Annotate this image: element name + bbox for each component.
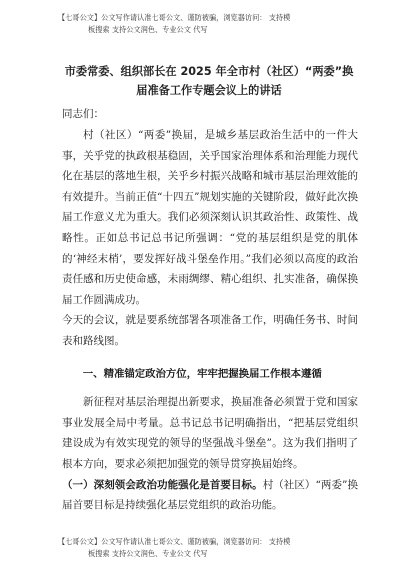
paragraph-meeting-purpose: 今天的会议，就是要系统部署各项准备工作，明确任务书、时间表和路线图。 <box>62 314 358 347</box>
greeting: 同志们： <box>62 108 104 120</box>
subsection-1-text: 村（社区）“两委”换届首要目标是持续强化基层党组织的政治功能。 <box>62 478 358 512</box>
section-heading-1: 一、精准锚定政治方位，牢牢把握换届工作根本遵循 <box>82 367 322 380</box>
document-title: 市委常委、组织部长在 2025 年全市村（社区）“两委”换届准备工作专题会议上的讲话 <box>64 65 354 97</box>
header-banner-line1: 【七哥公文】公文写作请认准七哥公文、谨防被骗，浏览器访问： 支持模 <box>58 13 291 22</box>
paragraph-subsection-1 <box>62 475 358 516</box>
footer-banner-line1: 【七哥公文】公文写作请认准七哥公文、谨防被骗，浏览器访问： 支持模 <box>58 537 291 546</box>
document-body <box>62 125 358 516</box>
subsection-heading-1: （一）深刻领会政治功能强化是首要目标。 <box>62 478 263 491</box>
footer-banner-line2: 板搜索 支持公文润色、专业公文 代写 <box>88 549 208 558</box>
paragraph-intro: 村（社区）“两委”换届，是城乡基层政治生活中的一件大事，关乎党的执政根基稳固，关乎国家治理体系和治理能力现代化在基层的落地生根，关乎乡村振兴战略和城市基层治理效能的有效提升。当前正值“十四五”规划实施的关键阶段，做好此次换届工作意义尤为重大。我们必须深刻认识其政治性、政策性、战略性。正如总书记总书记所强调：“党的基层组织是党的肌体的‘神经末梢’，要发挥好战斗堡垒作用。”我们必须以高度的政治责任感和历史使命感，未雨绸缪、精心组织、扎实准备，确保换届工作圆满成功。 <box>62 129 358 306</box>
footer-banner <box>58 536 358 560</box>
header-banner <box>58 12 358 36</box>
paragraph-section-1: 新征程对基层治理提出新要求，换届准备必须置于党和国家事业发展全局中考量。总书记总书记明确指出，“把基层党组织建设成为有效实现党的领导的坚强战斗堡垒”。这为我们指明了根本方向，要求必须把加强党的领导贯穿换届始终。 <box>62 396 358 470</box>
header-banner-line2: 板搜索 支持公文润色、专业公文 代写 <box>88 25 208 34</box>
